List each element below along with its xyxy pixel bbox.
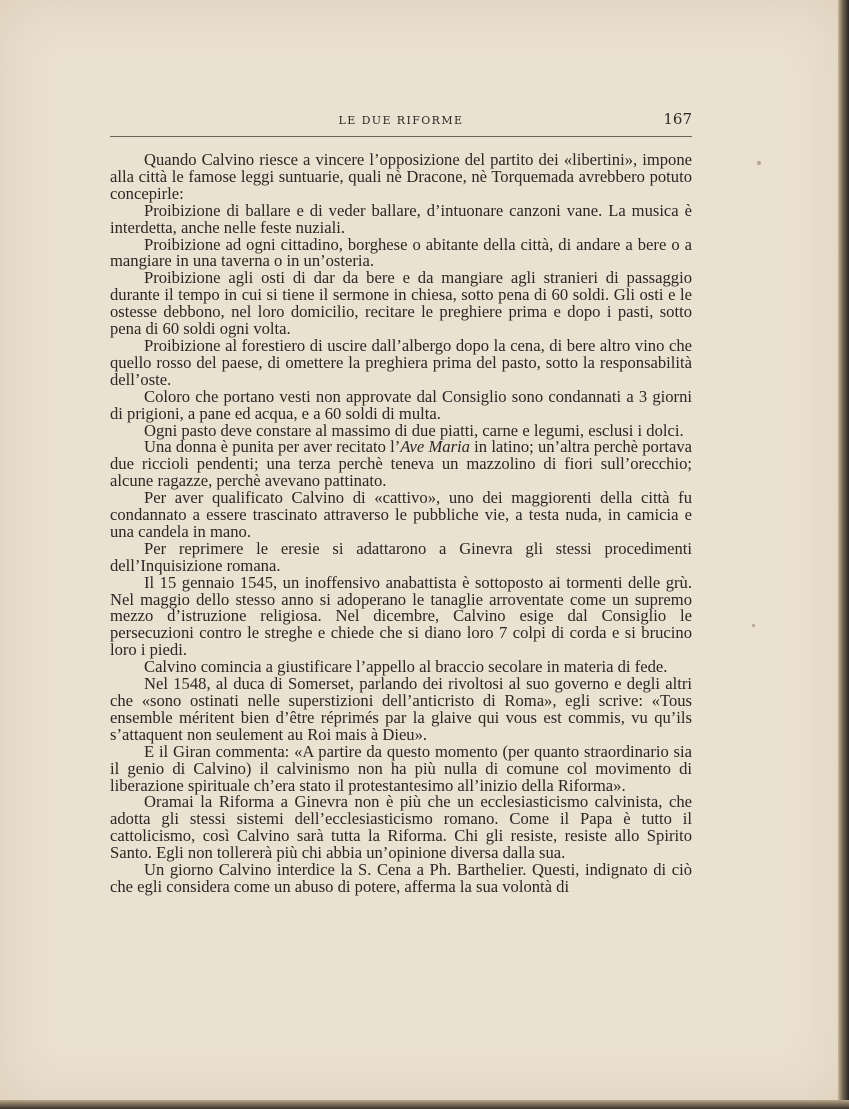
- paragraph: Un giorno Calvino interdice la S. Cena a Ph. Barthelier. Questi, indignato di ciò che egli considera come un abuso di potere, afferma la sua volontà di: [110, 860, 692, 896]
- paragraph: Ogni pasto deve constare al massimo di due piatti, carne e legumi, esclusi i dolci.: [144, 420, 684, 440]
- paragraph-text: Una donna è punita per aver recitato l’: [144, 437, 401, 457]
- paper-speck: [757, 161, 761, 165]
- paragraph: Proibizione al forestiero di uscire dall’albergo dopo la cena, di bere altro vino che quello rosso del paese, di omettere la preghiera prima del pasto, sotto la responsabilità dell’oste.: [110, 335, 692, 389]
- paragraph: Proibizione di ballare e di veder ballare, d’intuonare canzoni vane. La musica è interdetta, anche nelle feste nuziali.: [110, 200, 692, 237]
- paragraph: Coloro che portano vesti non approvate dal Consiglio sono condannati a 3 giorni di prigioni, a pane ed acqua, e a 60 soldi di multa.: [110, 386, 692, 423]
- page-number: 167: [663, 110, 692, 128]
- paragraph: Il 15 gennaio 1545, un inoffensivo anabattista è sottoposto ai tormenti delle grù. Nel maggio dello stesso anno si adoperano le tanaglie arroventate come un supremo mezzo d’istruzione religiosa. Nel dicembre, Calvino esige dal Consiglio le persecuzioni contro le streghe e chiede che si diano loro 7 colpi di corda e si brucino loro i piedi.: [110, 572, 692, 660]
- paragraph: Per reprimere le eresie si adattarono a Ginevra gli stessi procedimenti dell’Inquisizione romana.: [110, 538, 692, 575]
- paragraph: Proibizione ad ogni cittadino, borghese o abitante della città, di andare a bere o a mangiare in una taverna o in un’osteria.: [110, 234, 692, 271]
- page-edge-right: [838, 0, 849, 1109]
- running-title: LE DUE RIFORME: [338, 114, 464, 127]
- paragraph: [110, 439, 692, 490]
- page-body: [110, 152, 692, 896]
- paragraph: Oramai la Riforma a Ginevra non è più che un ecclesiasticismo calvinista, che adotta gli stessi sistemi dell’ecclesiasticismo romano. Come il Papa è tutto il cattolicismo, così Calvino sarà tutta la Riforma. Chi gli resiste, resiste allo Spirito Santo. Egli non tollererà più chi abbia un’opinione diversa dalla sua.: [110, 792, 692, 863]
- paper-speck: [752, 624, 755, 627]
- paragraph: Quando Calvino riesce a vincere l’opposizione del partito dei «libertini», impone alla città le famose leggi suntuarie, quali nè Dracone, nè Torquemada avrebbero potuto concepirle:: [110, 150, 692, 203]
- paragraph: Calvino comincia a giustificare l’appello al braccio secolare in materia di fede.: [144, 657, 668, 677]
- page-edge-bottom: [0, 1100, 849, 1109]
- page-header: [110, 110, 692, 137]
- paragraph: Per aver qualificato Calvino di «cattivo», uno dei maggiorenti della città fu condannato a essere trascinato attraverso le pubbliche vie, a testa nuda, in camicia e una candela in mano.: [110, 488, 692, 541]
- paragraph: E il Giran commenta: «A partire da questo momento (per quanto straordinario sia il genio di Calvino) il calvinismo non ha più nulla di comune col movimento di liberazione spirituale ch’era stato il protestantesimo all’inizio della Riforma».: [110, 741, 692, 795]
- paragraph: Proibizione agli osti di dar da bere e da mangiare agli stranieri di passaggio durante il tempo in cui si tiene il sermone in chiesa, sotto pena di 60 soldi. Gli osti e le ostesse debbono, nel loro domicilio, recitare le preghiere prima e dopo i pasti, sotto pena di 60 soldi ogni volta.: [110, 268, 692, 339]
- paragraph-text: in latino; un’altra perchè portava due riccioli pendenti; una terza perchè teneva un mazzolino di fiori sull’orecchio; alcune ragazze, perchè avevano pattinato.: [110, 437, 692, 491]
- paragraph: Nel 1548, al duca di Somerset, parlando dei rivoltosi al suo governo e degli altri che «sono ostinati nelle superstizioni dell’anticristo di Roma», egli scrive: «Tous ensemble méritent bien d’être réprimés par la glaive qui vous est commis, vu qu’ils s’attaquent non seulement au Roi mais à Dieu».: [110, 674, 692, 744]
- italic-title: Ave Maria: [400, 437, 470, 457]
